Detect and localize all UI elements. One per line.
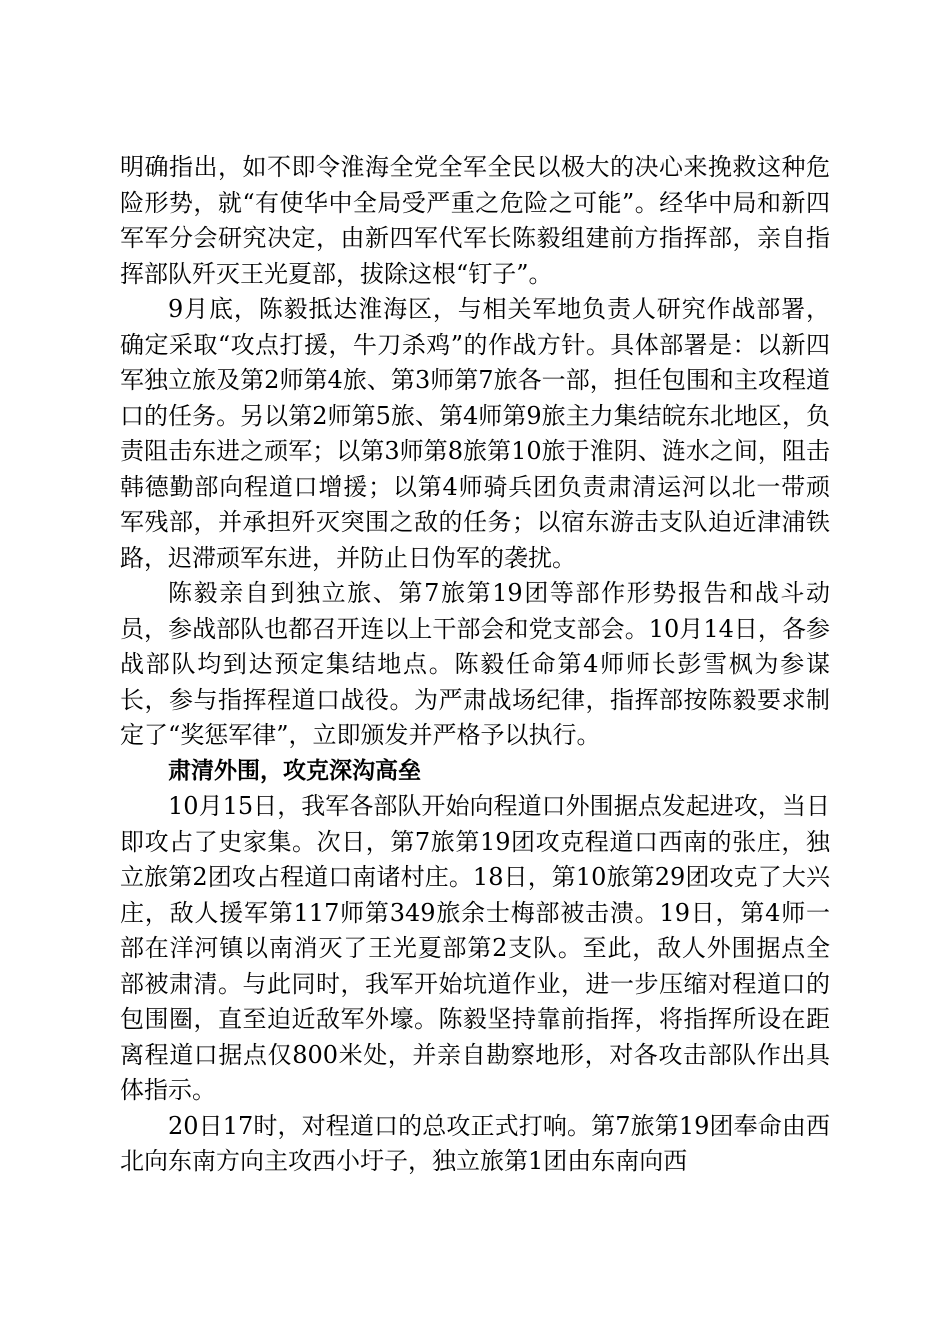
paragraph-mobilization: 陈毅亲自到独立旅、第7旅第19团等部作形势报告和战斗动员，参战部队也都召开连以上干部会和党支部会。10月14日，各参战部队均到达预定集结地点。陈毅任命第4师师长彭雪枫为参谋长，参与指挥程道口战役。为严肃战场纪律，指挥部按陈毅要求制定了“奖惩军律”，立即颁发并严格予以执行。	[120, 579, 830, 749]
paragraph-general-attack: 20日17时，对程道口的总攻正式打响。第7旅第19团奉命由西北向东南方向主攻西小圩子，独立旅第1团由东南向西	[120, 1111, 830, 1175]
paragraph-outer-clearing: 10月15日，我军各部队开始向程道口外围据点发起进攻，当日即攻占了史家集。次日，第7旅第19团攻克程道口西南的张庄，独立旅第2团攻占程道口南诸村庄。18日，第10旅第29团攻克了大兴庄，敌人援军第117师第349旅余士梅部被击溃。19日，第4师一部在洋河镇以南消灭了王光夏部第2支队。至此，敌人外围据点全部被肃清。与此同时，我军开始坑道作业，进一步压缩对程道口的包围圈，直至迫近敌军外壕。陈毅坚持靠前指挥，将指挥所设在距离程道口据点仅800米处，并亲自勘察地形，对各攻击部队作出具体指示。	[120, 792, 830, 1104]
paragraph-deployment: 9月底，陈毅抵达淮海区，与相关军地负责人研究作战部署，确定采取“攻点打援，牛刀杀鸡”的作战方针。具体部署是：以新四军独立旅及第2师第4旅、第3师第7旅各一部，担任包围和主攻程道口的任务。另以第2师第5旅、第4师第9旅主力集结皖东北地区，负责阻击东进之顽军；以第3师第8旅第10旅于淮阴、涟水之间，阻击韩德勤部向程道口增援；以第4师骑兵团负责肃清运河以北一带顽军残部，并承担歼灭突围之敌的任务；以宿东游击支队迫近津浦铁路，迟滞顽军东进，并防止日伪军的袭扰。	[120, 295, 830, 572]
section-heading: 肃清外围，攻克深沟高垒	[168, 757, 421, 784]
document-page	[120, 150, 830, 1180]
paragraph-continued: 明确指出，如不即令淮海全党全军全民以极大的决心来挽救这种危险形势，就“有使华中全局受严重之危险之可能”。经华中局和新四军军分会研究决定，由新四军代军长陈毅组建前方指挥部，亲自指挥部队歼灭王光夏部，拔除这根“钉子”。	[120, 153, 830, 288]
